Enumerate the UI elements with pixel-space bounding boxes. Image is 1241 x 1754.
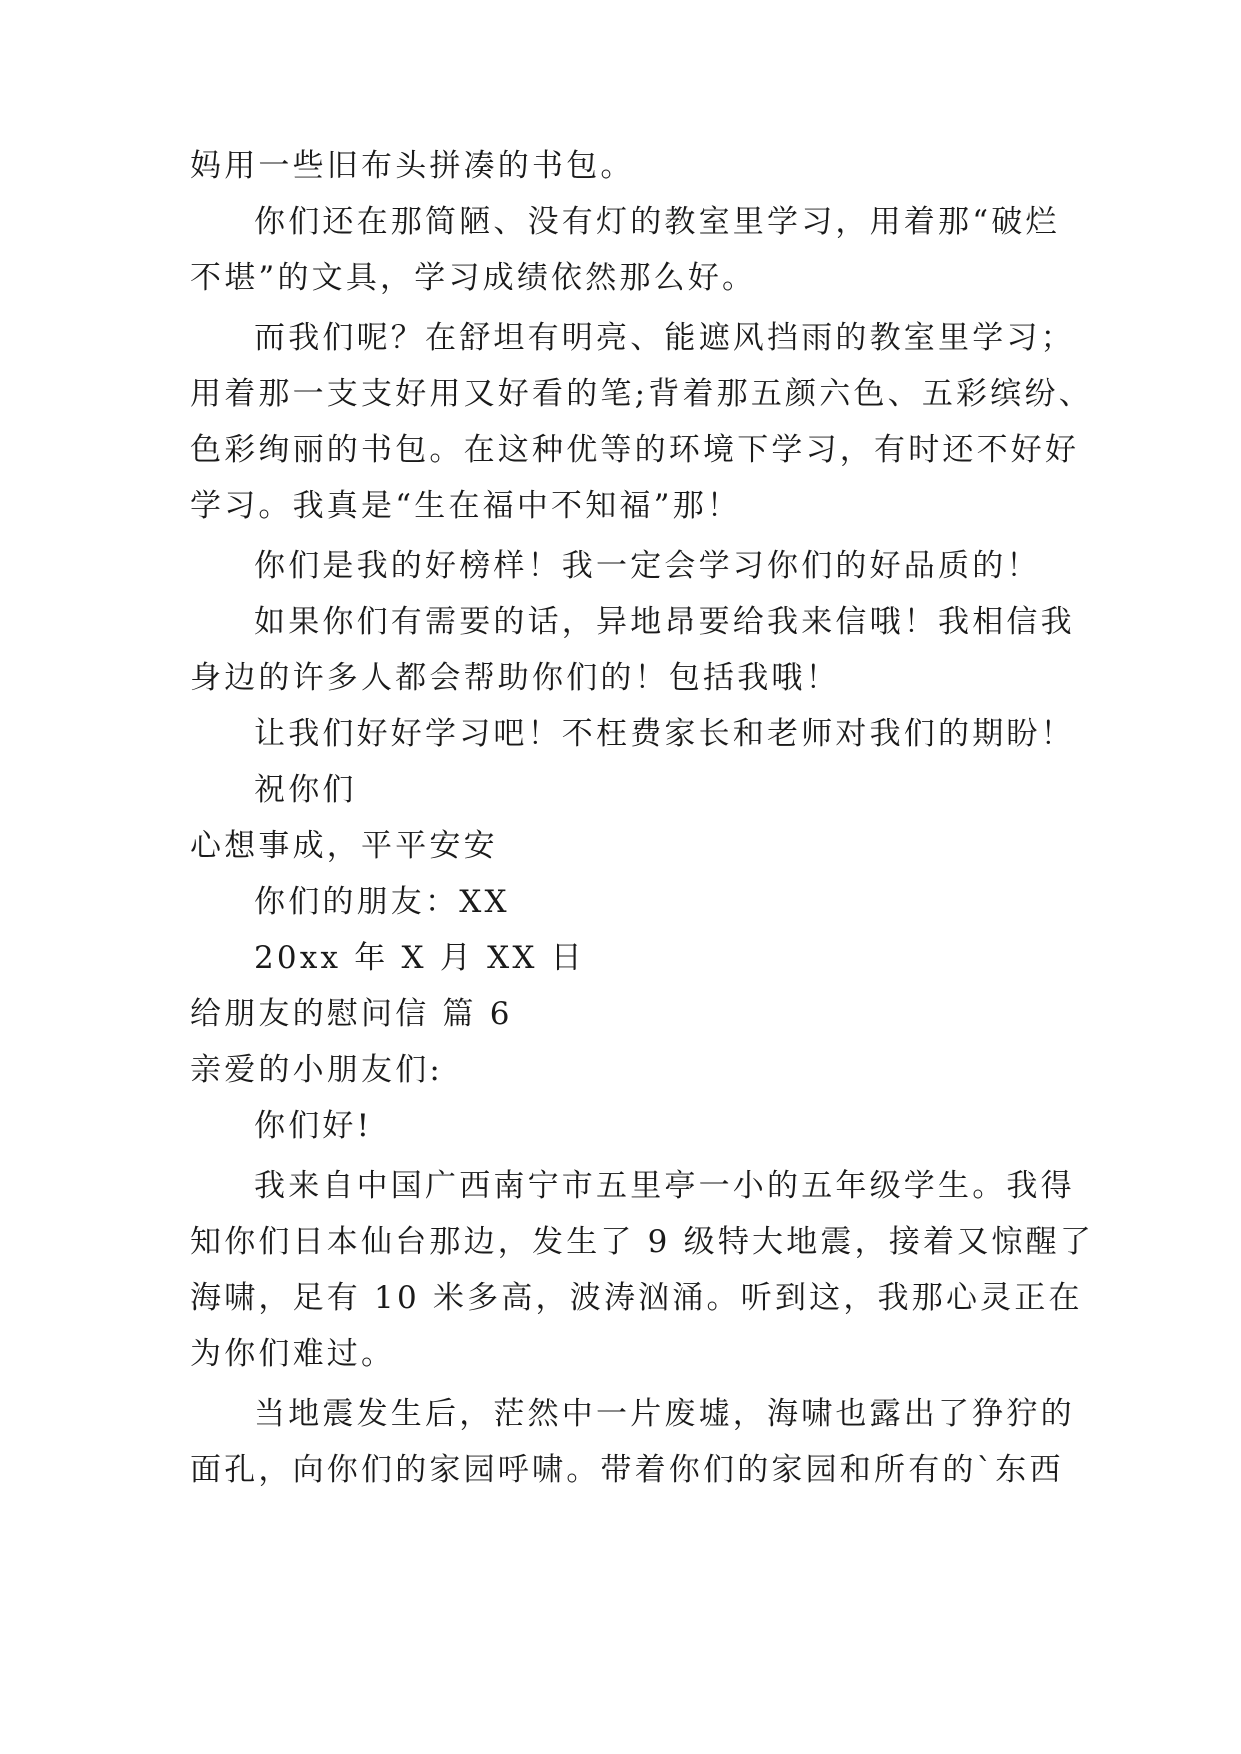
section-heading: 给朋友的慰问信 篇 6: [190, 996, 513, 1032]
paragraph-line: 如果你们有需要的话，异地昂要给我来信哦！我相信我: [254, 604, 1075, 640]
paragraph-line: 你们还在那简陋、没有灯的教室里学习，用着那“破烂: [254, 204, 1060, 240]
paragraph-line: 你们是我的好榜样！我一定会学习你们的好品质的！: [254, 548, 1041, 584]
paragraph-line: 面孔，向你们的家园呼啸。带着你们的家园和所有的`东西: [190, 1452, 1064, 1488]
greeting-line: 你们好!: [254, 1108, 373, 1144]
paragraph-line: 海啸，足有 10 米多高，波涛汹涌。听到这，我那心灵正在: [190, 1280, 1083, 1316]
paragraph-line: 当地震发生后，茫然中一片废墟，海啸也露出了狰狞的: [254, 1396, 1075, 1432]
paragraph-line: 为你们难过。: [190, 1336, 396, 1372]
date-line: 20xx 年 X 月 XX 日: [254, 940, 585, 976]
paragraph-line: 学习。我真是“生在福中不知福”那！: [190, 488, 742, 524]
paragraph-line: 妈用一些旧布头拼凑的书包。: [190, 148, 635, 184]
paragraph-line: 知你们日本仙台那边，发生了 9 级特大地震，接着又惊醒了: [190, 1224, 1095, 1260]
paragraph-line: 不堪”的文具，学习成绩依然那么好。: [190, 260, 757, 296]
paragraph-line: 用着那一支支好用又好看的笔;背着那五颜六色、五彩缤纷、: [190, 376, 1093, 412]
paragraph-line: 身边的许多人都会帮助你们的！包括我哦！: [190, 660, 840, 696]
salutation-line: 祝你们: [254, 772, 357, 808]
wish-line: 心想事成，平平安安: [190, 828, 498, 864]
paragraph-line: 而我们呢？在舒坦有明亮、能遮风挡雨的教室里学习；: [254, 320, 1075, 356]
greeting-line: 亲爱的小朋友们:: [190, 1052, 444, 1088]
paragraph-line: 让我们好好学习吧！不枉费家长和老师对我们的期盼！: [254, 716, 1075, 752]
paragraph-line: 色彩绚丽的书包。在这种优等的环境下学习，有时还不好好: [190, 432, 1080, 468]
paragraph-line: 我来自中国广西南宁市五里亭一小的五年级学生。我得: [254, 1168, 1075, 1204]
signature-line: 你们的朋友：XX: [254, 884, 510, 920]
